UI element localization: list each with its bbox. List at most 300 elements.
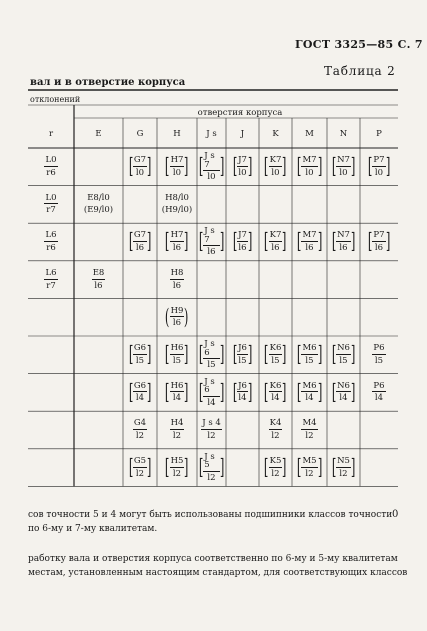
preferred-fit-frame [163,379,190,404]
preferred-fit-frame [197,340,226,370]
preferred-fit-frame [231,156,254,177]
bracket-right: ] [146,342,152,367]
fit-fraction [201,419,222,440]
fit-denominator: l2 [271,430,280,441]
fit-denominator: l6 [172,318,182,329]
fit-numerator: G5 [133,456,147,467]
fit-denominator: l5 [374,355,384,366]
column-header: N [339,129,348,139]
table-cell [197,223,226,261]
bracket-left: [ [198,455,204,480]
fit-denominator: l2 [339,468,348,479]
fit-denominator: l4 [271,393,280,404]
bracket-left: [ [165,229,170,254]
fit-denominator: l2 [207,472,216,483]
table-cell [28,223,74,261]
fit-denominator: l4 [238,393,247,404]
bracket-left: [ [198,379,204,404]
table-cell [157,261,197,299]
fit-fraction [336,457,351,478]
bracket-right: ] [317,455,322,480]
bracket-right: ] [282,154,287,179]
fit-numerator: M4 [302,418,317,429]
bracket-right: ] [184,229,189,254]
fit-denominator: l6 [135,242,145,253]
fit-numerator: J s 5 [203,453,220,472]
preferred-fit-frame [366,231,392,252]
column-header: r [48,129,54,139]
fit-denominator: l6 [374,242,384,253]
table-cell [157,336,197,374]
bracket-left: [ [264,342,269,367]
fit-fraction [269,382,283,403]
footer-line-1 [28,510,392,520]
fit-numerator: G6 [133,343,147,354]
bracket-right: ] [317,229,322,254]
fit-numerator: L6 [45,268,57,279]
bracket-left: [ [128,154,134,179]
bracket-right: ] [317,342,322,367]
fit-fraction [301,231,317,252]
preferred-fit-frame [231,379,254,404]
bracket-right: ] [247,154,253,179]
bracket-right: ] [282,455,287,480]
fit-numerator: J6 [238,380,247,391]
fit-denominator: l2 [135,430,145,441]
bracket-left: [ [232,379,238,404]
table-cell [292,411,327,449]
table-cell [259,223,292,261]
fit-numerator: K6 [269,380,282,391]
table-cell [28,261,74,299]
bracket-left: [ [198,229,204,254]
preferred-fit-frame [330,231,357,252]
fit-fraction [44,156,57,177]
fit-numerator: M7 [302,155,317,166]
fit-numerator: K6 [269,343,282,354]
fit-denominator: l5 [207,360,216,371]
bracket-left: [ [128,342,134,367]
fit-fraction [372,156,385,177]
fit-numerator: L0 [45,155,57,166]
preferred-fit-frame [330,344,357,365]
fit-numerator: G4 [133,418,147,429]
bracket-right: ] [146,154,152,179]
fit-fraction [203,227,220,257]
table-cell [123,223,157,261]
fit-denominator: l4 [305,393,314,404]
bracket-left: [ [264,455,269,480]
bracket-right: ] [247,342,253,367]
preferred-fit-frame [295,379,324,404]
column-header: M [305,129,314,139]
bracket-left: [ [297,229,302,254]
left-header-label: отклонений [30,95,81,104]
preferred-fit-frame [330,156,357,177]
fit-denominator: l4 [172,393,182,404]
bracket-left: [ [128,455,134,480]
fit-denominator: l0 [271,167,280,178]
fit-denominator: l6 [305,242,314,253]
bracket-right: ] [385,154,390,179]
bracket-right: ] [247,379,253,404]
fit-numerator: K7 [269,155,282,166]
table-cell [157,298,197,336]
bracket-right: ] [219,379,225,404]
bracket-right: ] [184,379,189,404]
bracket-left: [ [331,455,337,480]
standard-header: ГОСТ 3325—85 С. 7 [295,38,423,51]
fit-fraction [170,457,185,478]
table-title: Таблица 2 [324,64,396,78]
bracket-right: ] [282,229,287,254]
preferred-fit-frame [330,457,357,478]
preferred-fit-frame [295,231,324,252]
table-cell [292,148,327,186]
fit-denominator: l0 [339,167,348,178]
preferred-fit-frame [330,379,357,404]
fit-text-line: H8/l0 [165,192,189,203]
fit-fraction [203,378,220,408]
bracket-right: ] [184,154,189,179]
fit-denominator: l4 [374,393,384,404]
fit-fraction [203,340,220,370]
fit-fraction [203,453,220,483]
bracket-left: [ [165,342,170,367]
bracket-left: [ [198,154,204,179]
fit-fraction [133,344,147,365]
footer-line-1-end: 0 [392,509,399,520]
fit-fraction [133,457,147,478]
fit-denominator: l5 [271,355,280,366]
fit-fraction [301,344,317,365]
fit-numerator: N6 [337,380,350,391]
bracket-right: ] [350,455,356,480]
column-header: H [173,129,181,139]
preferred-fit-frame [262,344,288,365]
column-header: E [95,129,102,139]
fit-numerator: M7 [302,230,317,241]
fit-denominator: l6 [339,242,348,253]
fit-numerator: J s 7 [203,227,220,246]
bracket-left: [ [368,154,373,179]
fit-fraction [237,382,248,403]
fit-numerator: G7 [133,230,147,241]
fit-fraction [269,457,283,478]
table-cell [28,148,74,186]
table-cell [157,223,197,261]
bracket-right: ] [350,342,356,367]
table-cell [226,223,259,261]
bracket-right: ] [146,379,152,404]
table-cell [259,148,292,186]
bracket-right: ] [146,229,152,254]
fit-denominator: l2 [305,430,314,441]
bracket-right: ] [385,229,390,254]
table-cell [157,374,197,412]
preferred-fit-frame [163,304,190,329]
fit-numerator: H4 [170,418,184,429]
table-cell [123,411,157,449]
fit-fraction [269,344,283,365]
bracket-left: [ [128,229,134,254]
fit-numerator: P7 [373,155,385,166]
table-cell [123,336,157,374]
bracket-left: [ [331,229,337,254]
fit-text-line: (H9/l0) [161,205,193,216]
table-cell [360,374,398,412]
preferred-fit-frame [231,231,254,252]
bracket-left: [ [264,154,269,179]
fit-denominator: l2 [135,468,145,479]
footer-line-2: по 6-му и 7-му квалитетам. [28,524,158,534]
table-cell [292,223,327,261]
table-cell [74,186,123,224]
fit-fraction [301,457,317,478]
preferred-fit-frame [163,231,190,252]
table-cell [28,186,74,224]
fit-numerator: J s 6 [203,340,220,359]
preferred-fit-frame [295,344,324,365]
fit-numerator: J s 4 [202,418,221,429]
fit-numerator: M6 [302,380,317,391]
table-cell [157,148,197,186]
fit-denominator: l5 [238,355,247,366]
preferred-fit-frame [127,156,154,177]
column-header: J s [206,129,217,139]
fit-denominator: l2 [305,468,314,479]
column-header: P [376,129,382,139]
fit-fraction [336,231,351,252]
table-cell [157,186,197,224]
bracket-right: ] [219,154,225,179]
fit-denominator: r7 [46,280,56,291]
fit-denominator: l5 [172,355,182,366]
fit-denominator: l0 [374,167,384,178]
table-cell [360,336,398,374]
fit-numerator: N5 [337,456,350,467]
bracket-left: [ [297,379,302,404]
table-cell [123,148,157,186]
fit-fraction [269,156,283,177]
column-header: G [136,129,144,139]
bracket-left: [ [232,342,238,367]
fit-numerator: K7 [269,230,282,241]
fit-numerator: J s 7 [203,152,220,171]
table-cell [360,148,398,186]
table-cell [123,449,157,487]
table-cell [327,449,360,487]
preferred-fit-frame [127,344,154,365]
fit-denominator: l4 [339,393,348,404]
fit-fraction [237,231,248,252]
fit-denominator: l6 [172,242,182,253]
fit-numerator: P6 [373,343,385,354]
fit-fraction [237,156,248,177]
table-cell [259,411,292,449]
fit-denominator: l6 [172,280,182,291]
bracket-left: [ [297,342,302,367]
fit-denominator: l4 [135,393,145,404]
footer-line-3: работку вала и отверстия корпуса соответственно по 6-му и 5-му квалитетам [28,554,398,564]
fit-denominator: r6 [46,167,56,178]
bracket-left: [ [264,379,269,404]
table-cell [327,336,360,374]
bracket-right: ] [282,379,287,404]
bracket-left: [ [368,229,373,254]
fit-numerator: H7 [170,230,184,241]
fit-numerator: J7 [238,230,247,241]
table-cell [74,261,123,299]
bracket-left: [ [331,342,337,367]
fit-fraction [133,419,147,440]
bracket-left: [ [232,229,238,254]
bracket-right: ] [247,229,253,254]
fit-fraction [372,344,385,365]
fit-fraction [170,419,185,440]
fit-numerator: N7 [337,230,350,241]
bracket-left: [ [165,379,170,404]
table-cell [123,374,157,412]
fit-numerator: N6 [337,343,350,354]
fit-denominator: l0 [238,167,247,178]
table-cell [157,449,197,487]
fit-fraction [203,152,220,182]
table-cell [197,449,226,487]
table-cell [259,374,292,412]
fit-fraction [170,382,185,403]
fit-fraction [301,382,317,403]
bracket-right: ] [219,455,225,480]
fit-numerator: H5 [170,456,184,467]
fit-denominator: l4 [207,397,216,408]
bracket-left: [ [297,455,302,480]
fit-denominator: l5 [135,355,145,366]
group-header-label: отверстия корпуса [197,108,283,118]
table-cell [197,336,226,374]
table-cell [327,374,360,412]
table-cell [197,411,226,449]
fit-fraction [372,382,385,403]
preferred-fit-frame [127,231,154,252]
table-cell [226,336,259,374]
preferred-fit-frame [163,457,190,478]
fit-denominator: l0 [305,167,314,178]
bracket-right: ] [350,154,356,179]
fit-denominator: l6 [271,242,280,253]
table-cell [226,148,259,186]
fit-text-line: (E9/l0) [83,205,114,216]
fit-denominator: r7 [46,205,56,216]
preferred-fit-frame [262,379,288,404]
fit-numerator: M5 [302,456,317,467]
bracket-left: [ [331,154,337,179]
fit-denominator: r6 [46,242,56,253]
table-cell [157,411,197,449]
bracket-right: ] [184,455,189,480]
fit-fraction [269,231,283,252]
bracket-right: ] [350,229,356,254]
fit-fraction [44,269,57,290]
fit-numerator: K5 [269,456,282,467]
bracket-right: ] [146,455,152,480]
fit-denominator: l0 [135,167,145,178]
fit-fraction [301,419,317,440]
table-caption: вал и в отверстие корпуса [30,77,186,88]
fit-fraction [44,231,57,252]
fit-fraction [133,231,147,252]
fit-numerator: E8 [92,268,105,279]
fit-numerator: L6 [45,230,57,241]
bracket-left: [ [331,379,337,404]
fit-denominator: l2 [207,430,216,441]
preferred-fit-frame [197,152,226,182]
fit-denominator: l5 [305,355,314,366]
fit-fraction [170,231,185,252]
footer-line-1-text: сов точности 5 и 4 могут быть использованы подшипники классов точности [28,510,393,520]
fit-fraction [269,419,283,440]
fit-numerator: H8 [170,268,184,279]
fit-fraction [170,307,185,328]
fit-fraction [133,156,147,177]
table-cell [259,336,292,374]
bracket-left: [ [128,379,134,404]
fit-fraction [170,344,185,365]
preferred-fit-frame [127,379,154,404]
preferred-fit-frame [197,378,226,408]
bracket-right: ] [184,342,189,367]
table-cell [197,374,226,412]
fit-fraction [336,344,351,365]
preferred-fit-frame [262,231,288,252]
table-cell [259,449,292,487]
bracket-right: ) [184,304,189,329]
preferred-fit-frame [366,156,392,177]
fit-numerator: H9 [170,305,184,316]
table-cell [327,148,360,186]
preferred-fit-frame [262,156,288,177]
fit-numerator: P6 [373,380,385,391]
bracket-right: ] [350,379,356,404]
bracket-left: [ [198,342,204,367]
fit-numerator: G7 [133,155,147,166]
preferred-fit-frame [197,453,226,483]
fit-numerator: J7 [238,155,247,166]
table-cell [197,148,226,186]
fit-denominator: l0 [172,167,182,178]
fit-denominator: l2 [271,468,280,479]
bracket-right: ] [219,229,225,254]
fit-fraction [133,382,147,403]
fit-fraction [237,344,248,365]
fit-denominator: l6 [207,247,216,258]
preferred-fit-frame [197,227,226,257]
fit-numerator: H6 [170,380,184,391]
fit-numerator: P7 [373,230,385,241]
footer-line-4: местам, установленным настоящим стандартом, для соответствующих классов [28,568,408,578]
fit-fraction [170,156,185,177]
fit-numerator: L0 [45,192,57,203]
fit-fraction [336,156,351,177]
table-cell [327,223,360,261]
bracket-left: [ [232,154,238,179]
fit-denominator: l2 [172,468,182,479]
fit-denominator: l6 [94,280,103,291]
fit-numerator: G6 [133,380,147,391]
bracket-left: [ [297,154,302,179]
table-cell [292,336,327,374]
preferred-fit-frame [295,156,324,177]
